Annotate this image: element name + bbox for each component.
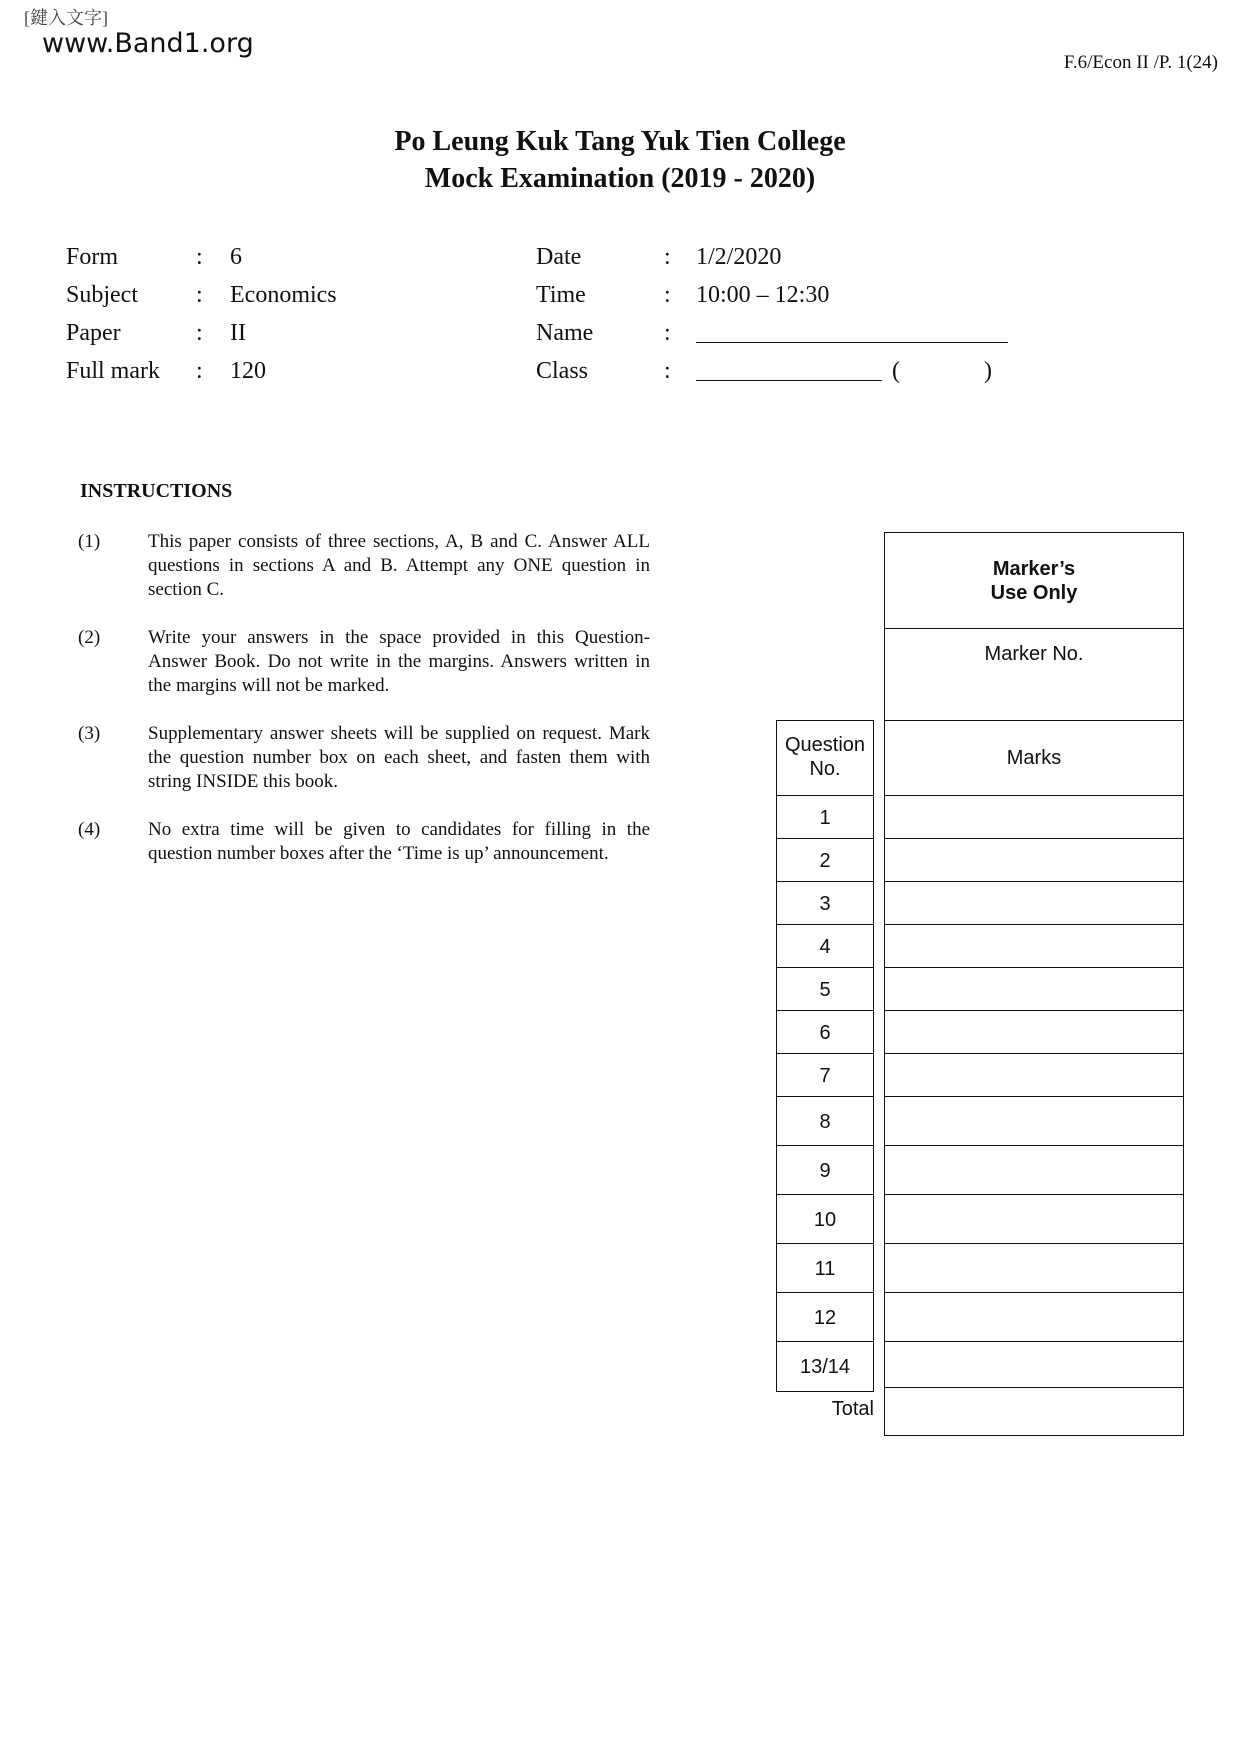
instruction-text: Supplementary answer sheets will be supplied on request. Mark the question number box on each sheet, and fasten them with string INSIDE this book. bbox=[148, 723, 650, 792]
info-label: Subject bbox=[66, 282, 138, 308]
marks-cell[interactable] bbox=[884, 1145, 1184, 1196]
info-value: 1/2/2020 bbox=[696, 244, 782, 270]
marks-cell[interactable] bbox=[884, 838, 1184, 883]
marker-use-heading-box bbox=[884, 532, 1184, 630]
info-label: Date bbox=[536, 244, 582, 270]
instructions-heading: INSTRUCTIONS bbox=[80, 480, 233, 502]
instruction-text: Write your answers in the space provided in this Question-Answer Book. Do not write in the margins. Answers written in the margins will not be marked. bbox=[148, 627, 650, 696]
name-field[interactable] bbox=[696, 318, 1008, 343]
question-number-cell bbox=[776, 1145, 874, 1196]
exam-title: Mock Examination (2019 - 2020) bbox=[424, 163, 816, 194]
class-field[interactable] bbox=[696, 356, 882, 381]
page-reference: F.6/Econ II /P. 1(24) bbox=[1063, 52, 1218, 73]
question-no-header bbox=[776, 720, 874, 797]
instruction-number: (3) bbox=[78, 723, 101, 744]
question-number-cell bbox=[776, 1194, 874, 1245]
question-number: 3 bbox=[819, 893, 831, 915]
instruction-text: This paper consists of three sections, A, B and C. Answer ALL questions in sections A and B. Attempt any ONE question in section C. bbox=[148, 531, 650, 600]
info-value: Economics bbox=[230, 282, 337, 308]
question-number: 11 bbox=[814, 1258, 836, 1280]
info-colon: : bbox=[664, 358, 671, 384]
school-name: Po Leung Kuk Tang Yuk Tien College bbox=[394, 126, 846, 157]
marker-use-heading-line2: Use Only bbox=[990, 582, 1078, 604]
marks-cell[interactable] bbox=[884, 924, 1184, 969]
question-number: 1 bbox=[819, 807, 831, 829]
marks-cell[interactable] bbox=[884, 1243, 1184, 1294]
info-label: Time bbox=[536, 282, 586, 308]
total-label: Total bbox=[831, 1398, 874, 1420]
marks-cell[interactable] bbox=[884, 1292, 1184, 1343]
marks-cell[interactable] bbox=[884, 1053, 1184, 1098]
marker-use-heading-line1: Marker’s bbox=[992, 558, 1076, 580]
question-number: 8 bbox=[819, 1111, 831, 1133]
question-number-cell bbox=[776, 838, 874, 883]
header-placeholder-text: [鍵入文字] bbox=[24, 8, 108, 28]
info-colon: : bbox=[196, 244, 203, 270]
total-marks-cell[interactable] bbox=[884, 1387, 1184, 1436]
info-colon: : bbox=[664, 282, 671, 308]
question-number: 5 bbox=[819, 979, 831, 1001]
info-colon: : bbox=[664, 244, 671, 270]
question-number: 13/14 bbox=[799, 1356, 851, 1378]
question-number-cell bbox=[776, 1053, 874, 1098]
info-label: Paper bbox=[66, 320, 121, 346]
instruction-number: (1) bbox=[78, 531, 101, 552]
info-colon: : bbox=[664, 320, 671, 346]
question-number-cell bbox=[776, 1010, 874, 1055]
instruction-number: (4) bbox=[78, 819, 101, 840]
question-number-cell bbox=[776, 967, 874, 1012]
marks-cell[interactable] bbox=[884, 1096, 1184, 1147]
marks-header bbox=[884, 720, 1184, 797]
question-number: 4 bbox=[819, 936, 831, 958]
marks-cell[interactable] bbox=[884, 1010, 1184, 1055]
question-number: 6 bbox=[819, 1022, 831, 1044]
info-label: Class bbox=[536, 358, 589, 384]
question-number: 10 bbox=[813, 1209, 837, 1231]
info-colon: : bbox=[196, 358, 203, 384]
question-number-cell bbox=[776, 924, 874, 969]
question-number-cell bbox=[776, 1341, 874, 1392]
question-number: 7 bbox=[819, 1065, 831, 1087]
info-value: 120 bbox=[230, 358, 266, 384]
info-colon: : bbox=[196, 282, 203, 308]
info-label: Form bbox=[66, 244, 119, 270]
info-colon: : bbox=[196, 320, 203, 346]
instruction-number: (2) bbox=[78, 627, 101, 648]
marker-no-box[interactable] bbox=[884, 628, 1184, 722]
question-number-cell bbox=[776, 795, 874, 840]
marks-cell[interactable] bbox=[884, 967, 1184, 1012]
question-number-cell bbox=[776, 1096, 874, 1147]
question-number-cell bbox=[776, 1243, 874, 1294]
question-number-cell bbox=[776, 881, 874, 926]
question-header-line2: No. bbox=[809, 758, 841, 780]
question-number-cell bbox=[776, 1292, 874, 1343]
marks-cell[interactable] bbox=[884, 795, 1184, 840]
marks-cell[interactable] bbox=[884, 1194, 1184, 1245]
class-number-open-paren: ( bbox=[892, 358, 900, 384]
info-value: 10:00 – 12:30 bbox=[696, 282, 830, 308]
marks-header-label: Marks bbox=[1006, 747, 1062, 769]
info-label: Full mark bbox=[66, 358, 160, 384]
marker-no-label: Marker No. bbox=[984, 643, 1084, 665]
instruction-text: No extra time will be given to candidates for filling in the question number boxes after the ‘Time is up’ announcement. bbox=[148, 819, 650, 864]
info-value: 6 bbox=[230, 244, 242, 270]
class-number-close-paren: ) bbox=[984, 358, 992, 384]
marks-cell[interactable] bbox=[884, 881, 1184, 926]
info-label: Name bbox=[536, 320, 594, 346]
question-number: 12 bbox=[813, 1307, 837, 1329]
marks-cell[interactable] bbox=[884, 1341, 1184, 1392]
site-url: www.Band1.org bbox=[42, 28, 254, 59]
question-number: 9 bbox=[819, 1160, 831, 1182]
question-header-line1: Question bbox=[784, 734, 866, 756]
question-number: 2 bbox=[819, 850, 831, 872]
info-value: II bbox=[230, 320, 246, 346]
